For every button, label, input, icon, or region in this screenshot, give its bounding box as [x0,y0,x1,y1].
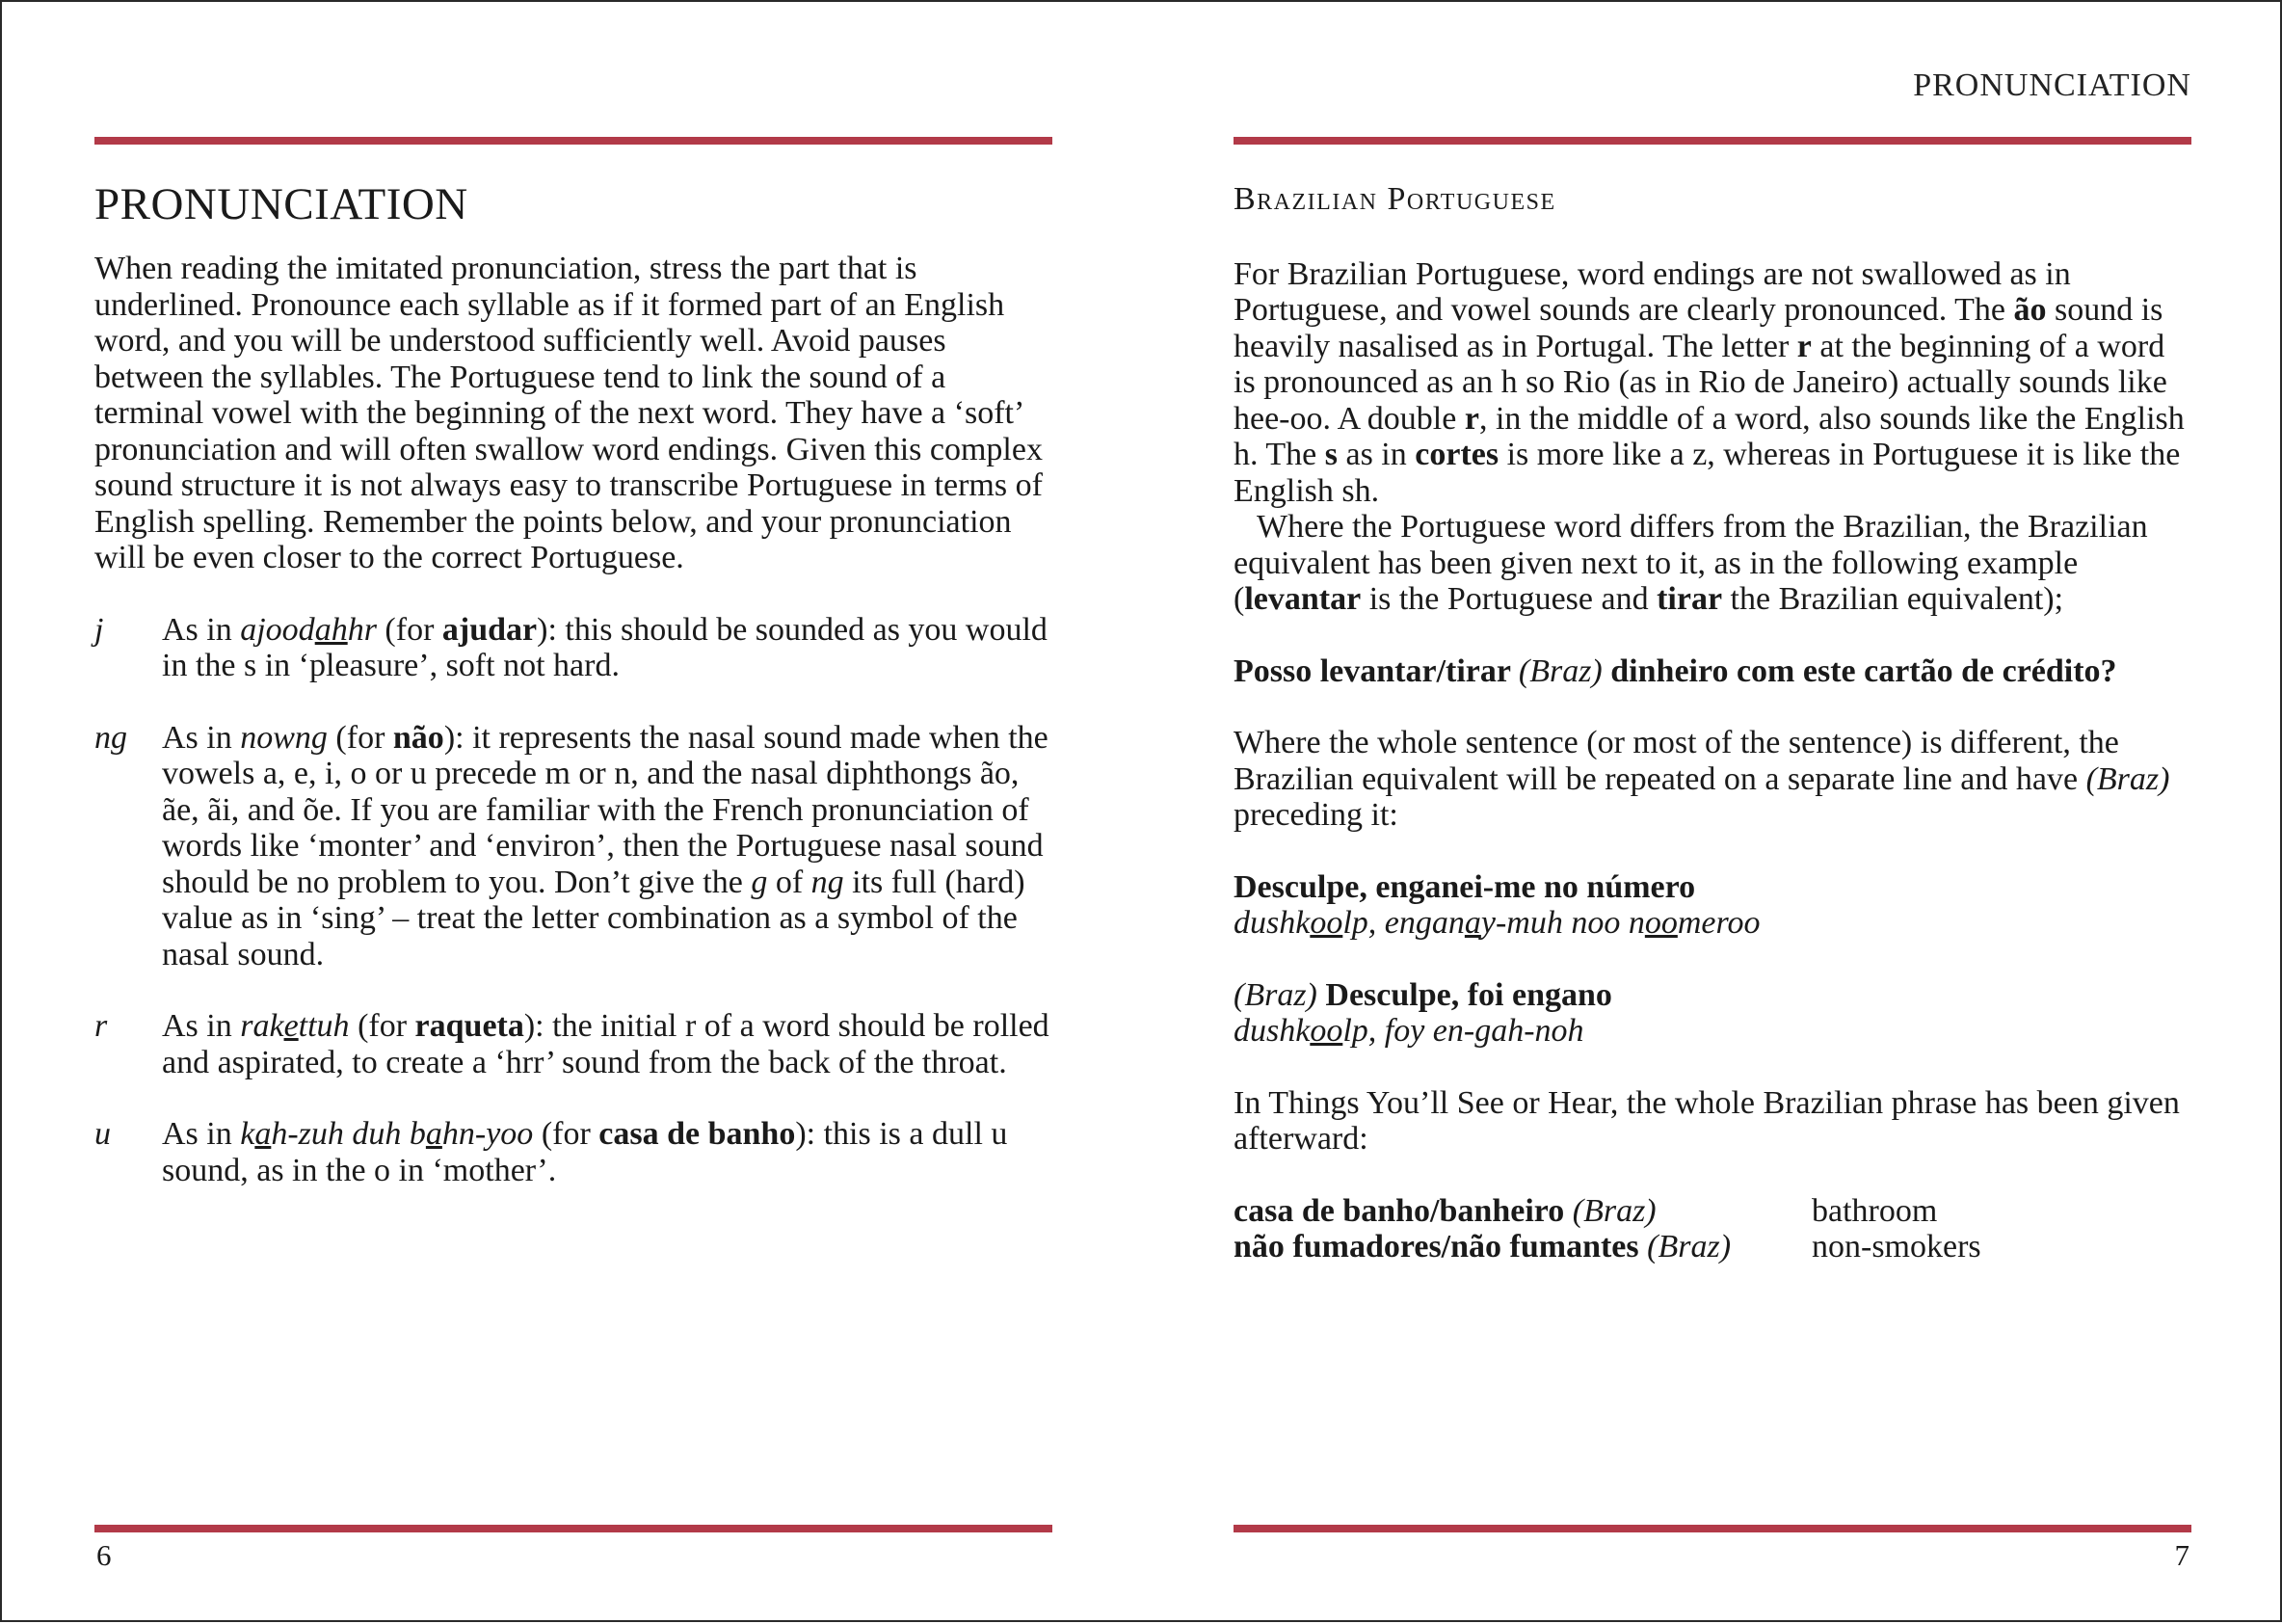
definition-j [94,612,1052,684]
definition-r [94,1008,1052,1080]
page-number: 6 [96,1538,112,1572]
definition-u [94,1116,1052,1188]
top-rule [94,137,1052,145]
example-portuguese [1234,869,2191,942]
phrase-en: bathroom [1812,1192,1938,1229]
definition-ng [94,720,1052,973]
definition-body: As in rakettuh (for raqueta): the initial r of a word should be rolled and aspirated, to create a ‘hrr’ sound from the back of the throat. [162,1008,1049,1080]
definition-body: As in kah-zuh duh bahn-yoo (for casa de banho): this is a dull u sound, as in the o in ‘mother’. [162,1116,1008,1188]
example-phrase: Desculpe, enganei-me no número [1234,868,1696,905]
definition-term: ng [94,719,127,756]
paragraph-equivalent: Where the Portuguese word differs from the Brazilian, the Brazilian equivalent has been given next to it, as in the following example (levantar is the Portuguese and tirar the Brazilian equivalent); [1234,509,2148,617]
bottom-rule [1234,1525,2191,1532]
example-pronunciation: dushkoolp, foy en-gah-noh [1234,1013,1584,1049]
definition-list [94,612,1052,1189]
phrase-table [1234,1193,2191,1265]
paragraph-things: In Things You’ll See or Hear, the whole Brazilian phrase has been given afterward: [1234,1084,2180,1157]
definition-body: As in ajoodahhr (for ajudar): this should be sounded as you would in the s in ‘pleasure’, soft not hard. [162,611,1048,683]
example-sentence: Posso levantar/tirar (Braz) dinheiro com este cartão de crédito? [1234,652,2117,689]
page-title: PRONUNCIATION [94,179,468,229]
phrase-en: non-smokers [1812,1229,1981,1265]
example-phrase: (Braz) Desculpe, foi engano [1234,976,1612,1013]
definition-term: j [94,611,104,648]
right-page [1234,2,2191,1624]
phrase-pt: casa de banho/banheiro (Braz) [1234,1192,1657,1229]
left-page [94,2,1052,1624]
intro-paragraph: When reading the imitated pronunciation, stress the part that is underlined. Pronounce each syllable as if it formed part of an English word, and you will be understood sufficiently well. Avoid pauses between the syllables. The Portuguese tend to link the sound of a terminal vowel with the beginning of the next word. They have a ‘soft’ pronunciation and will often swallow word endings. Given this complex sound structure it is not always easy to transcribe Portuguese in terms of English spelling. Remember the points below, and your pronunciation will be even closer to the correct Portuguese. [94,251,1043,575]
example-brazilian [1234,977,2191,1050]
paragraph-sentence: Where the whole sentence (or most of the sentence) is different, the Brazilian equivalent will be repeated on a separate line and have (Braz) preceding it: [1234,725,2170,833]
paragraph-endings: For Brazilian Portuguese, word endings are not swallowed as in Portuguese, and vowel sounds are clearly pronounced. The ão sound is heavily nasalised as in Portugal. The letter r at the beginning of a word is pronounced as an h so Rio (as in Rio de Janeiro) actually sounds like hee-oo. A double r, in the middle of a word, also sounds like the English h. The s as in cortes is more like a z, whereas in Portuguese it is like the English sh. [1234,255,2185,509]
running-head: PRONUNCIATION [1913,67,2191,103]
left-content [94,175,1052,1224]
page-number: 7 [2174,1538,2189,1572]
definition-term: r [94,1008,108,1044]
bottom-rule [94,1525,1052,1532]
right-content [1234,175,2191,1265]
top-rule [1234,137,2191,145]
definition-body: As in nowng (for não): it represents the nasal sound made when the vowels a, e, i, o or u precede m or n, and the nasal diphthongs ão, ãe, ãi, and õe. If you are familiar with the French pronunciation of words like ‘monter’ and ‘environ’, then the Portuguese nasal sound should be no problem to you. Don’t give the g of ng its full (hard) value as in ‘sing’ – treat the letter combination as a symbol of the nasal sound. [162,719,1048,972]
section-title: Brazilian Portuguese [1234,181,1556,217]
definition-term: u [94,1116,111,1152]
phrase-pt: não fumadores/não fumantes (Braz) [1234,1229,1732,1265]
example-pronunciation: dushkoolp, enganay-muh noo noomeroo [1234,905,1761,941]
